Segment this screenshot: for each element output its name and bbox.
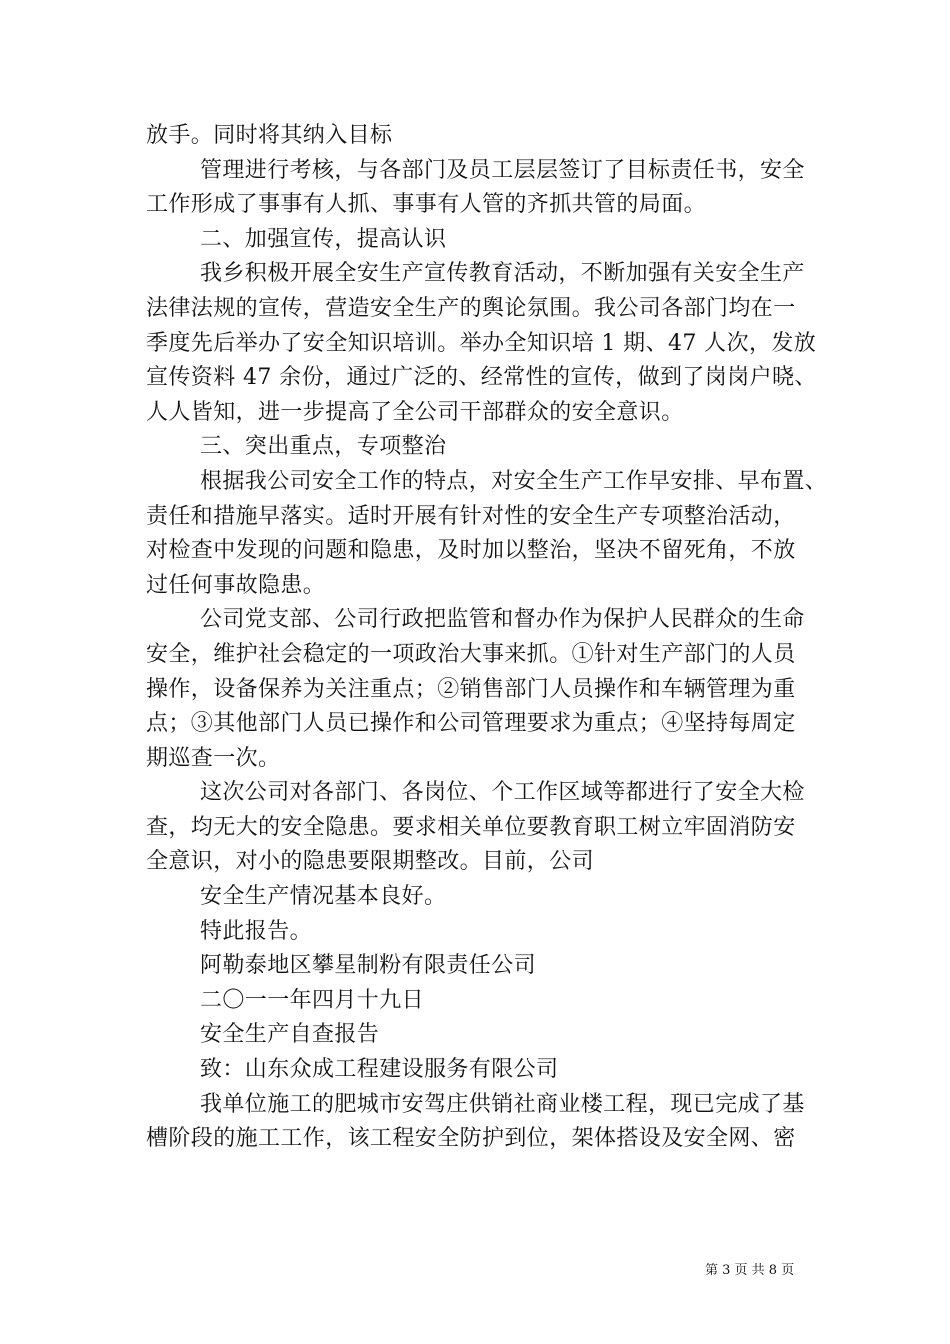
- text-line: 槽阶段的施工工作，该工程安全防护到位，架体搭设及安全网、密: [146, 1126, 796, 1152]
- text-line: 全意识，对小的隐患要限期整改。目前，公司: [146, 849, 595, 875]
- text-line: 查，均无大的安全隐患。要求相关单位要教育职工树立牢固消防安: [146, 814, 796, 840]
- text-line: 二、加强宣传，提高认识: [200, 226, 447, 252]
- text-line: 安全，维护社会稳定的一项政治大事来抓。①针对生产部门的人员: [146, 641, 796, 667]
- text-line: 法律法规的宣传，营造安全生产的舆论氛围。我公司各部门均在一: [146, 295, 796, 321]
- text-line: 二〇一一年四月十九日: [200, 987, 425, 1013]
- text-line: 特此报告。: [200, 918, 313, 944]
- text-line: 管理进行考核，与各部门及员工层层签订了目标责任书，安全: [200, 157, 805, 183]
- text-line: 季度先后举办了安全知识培训。举办全知识培 1 期、47 人次，发放: [146, 330, 817, 356]
- text-line: 阿勒泰地区攀星制粉有限责任公司: [200, 953, 537, 979]
- text-line: 期巡查一次。: [146, 745, 281, 771]
- text-line: 安全生产情况基本良好。: [200, 884, 447, 910]
- text-line: 这次公司对各部门、各岗位、个工作区域等都进行了安全大检: [200, 780, 805, 806]
- text-line: 安全生产自查报告: [200, 1022, 380, 1048]
- text-line: 对检查中发现的问题和隐患，及时加以整治，坚决不留死角，不放: [146, 538, 796, 564]
- text-line: 点；③其他部门人员已操作和公司管理要求为重点；④坚持每周定: [146, 711, 796, 737]
- text-line: 公司党支部、公司行政把监管和督办作为保护人民群众的生命: [200, 607, 805, 633]
- text-line: 人人皆知，进一步提高了全公司干部群众的安全意识。: [146, 399, 684, 425]
- document-body: [146, 119, 826, 1157]
- text-line: 责任和措施早落实。适时开展有针对性的安全生产专项整治活动，: [146, 503, 796, 529]
- text-line: 工作形成了事事有人抓、事事有人管的齐抓共管的局面。: [146, 192, 707, 218]
- text-line: 操作，设备保养为关注重点；②销售部门人员操作和车辆管理为重: [146, 676, 796, 702]
- text-line: 放手。同时将其纳入目标: [146, 123, 393, 148]
- page-number-footer: 第 3 页 共 8 页: [705, 1263, 795, 1278]
- text-line: 我乡积极开展全安生产宣传教育活动，不断加强有关安全生产: [200, 261, 805, 287]
- text-line: 过任何事故隐患。: [146, 572, 326, 598]
- text-line: 根据我公司安全工作的特点，对安全生产工作早安排、早布置、: [200, 468, 828, 494]
- text-line: 致：山东众成工程建设服务有限公司: [200, 1057, 559, 1083]
- text-line: 三、突出重点，专项整治: [200, 434, 447, 460]
- text-line: 宣传资料 47 余份，通过广泛的、经常性的宣传，做到了岗岗户晓、: [146, 365, 817, 391]
- text-line: 我单位施工的肥城市安驾庄供销社商业楼工程，现已完成了基: [200, 1091, 805, 1117]
